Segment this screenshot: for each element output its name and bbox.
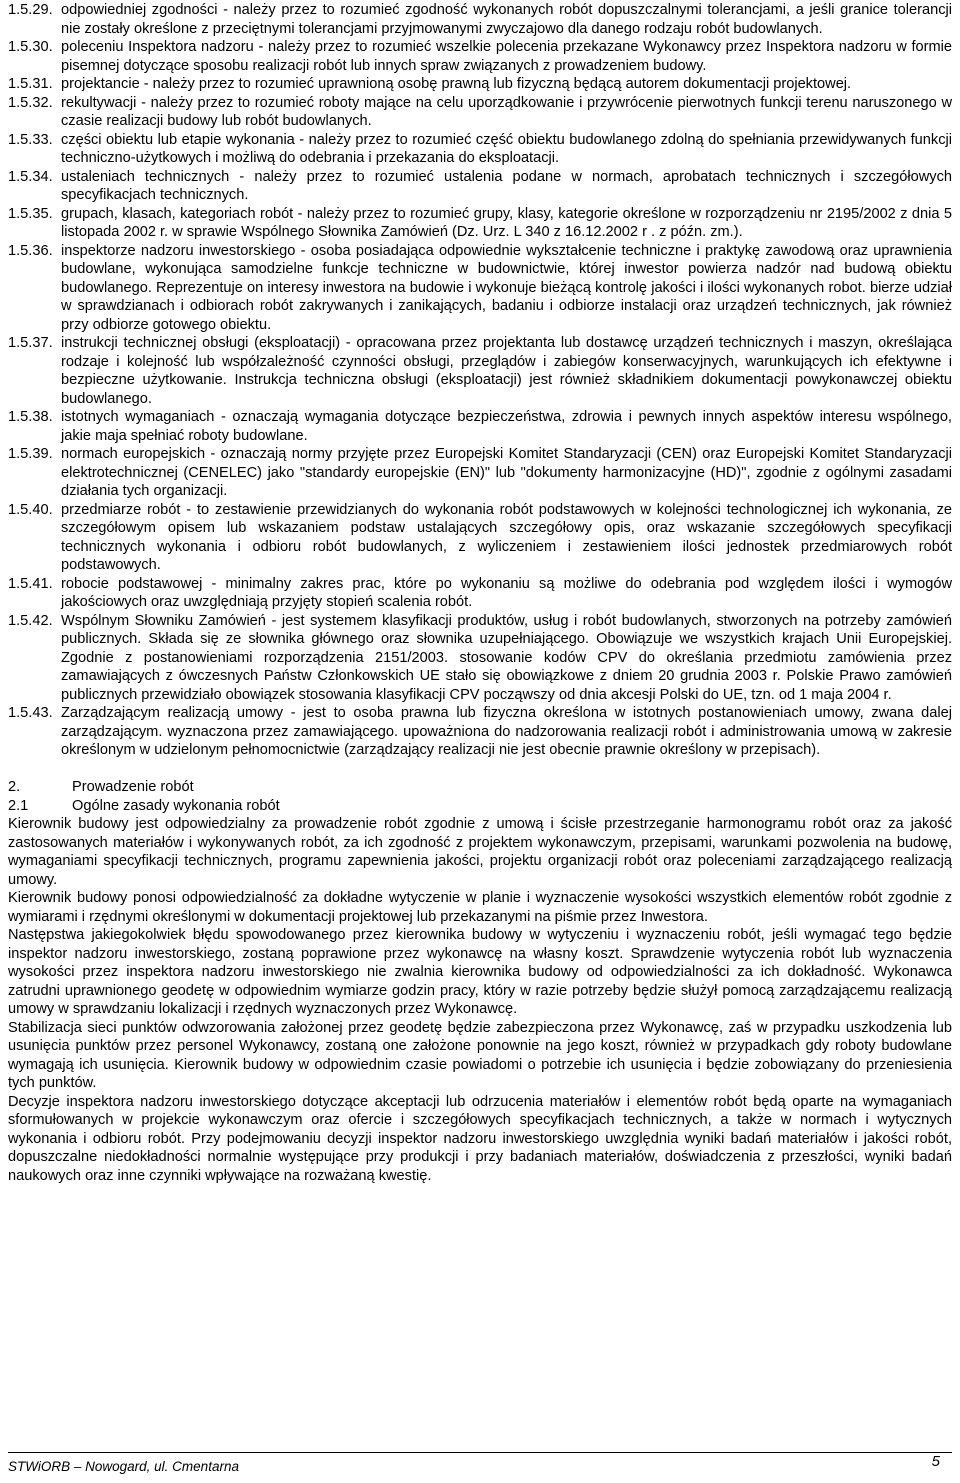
definition-number: 1.5.37.	[8, 335, 53, 351]
section-heading	[8, 778, 952, 797]
definition-item	[8, 612, 952, 705]
definition-number: 1.5.42.	[8, 612, 53, 629]
definition-number: 1.5.39.	[8, 446, 53, 462]
definition-text: przedmiarze robót - to zestawienie przewidzianych do wykonania robót podstawowych w kolejności technologicznej ich wykonania, ze szczegółowym opisem lub wskazaniem podstaw ustalających szczegółowy opis, oraz wskazanie szczegółowych specyfikacji technicznych wykonania i odbioru robót budowlanych, z wyliczeniem i zestawieniem ilości jednostek przedmiarowych robót podstawowych.	[61, 501, 952, 573]
definition-text: ustaleniach technicznych - należy przez to rozumieć ustalenia podane w normach, aprobatach technicznych i szczegółowych specyfikacjach technicznych.	[61, 168, 952, 203]
body-paragraph: Stabilizacja sieci punktów odwzorowania założonej przez geodetę będzie zabezpieczona przez Wykonawcę, zaś w przypadku uszkodzenia lub usunięcia punktów przez personel Wykonawcy, zostaną one założone ponownie na jego koszt, również w przypadkach gdy roboty budowlane wymagają ich usunięcia. Kierownik budowy w odpowiednim czasie powiadomi o potrzebie ich usunięcia i będzie zobowiązany do przeniesienia tych punktów.	[8, 1019, 952, 1091]
definition-number: 1.5.38.	[8, 409, 53, 425]
definition-number: 1.5.33.	[8, 131, 53, 148]
definition-item	[8, 501, 952, 575]
definition-number: 1.5.35.	[8, 205, 53, 222]
definition-item	[8, 408, 952, 445]
definition-text: istotnych wymaganiach - oznaczają wymagania dotyczące bezpieczeństwa, zdrowia i pewnych innych aspektów interesu wspólnego, jakie maja spełniać roboty budowlane.	[61, 409, 952, 444]
definition-text: projektancie - należy przez to rozumieć uprawnioną osobę prawną lub fizyczną będącą autorem dokumentacji projektowej.	[61, 76, 852, 92]
body-paragraph: Kierownik budowy jest odpowiedzialny za prowadzenie robót zgodnie z umową i ścisłe przestrzeganie harmonogramu robót oraz za jakość zastosowanych materiałów i wykonywanych robót, za ich zgodność z projektem wykonawczym, przepisami, warunkami pozwolenia na budowę, wymaganiami specyfikacji technicznych, programu zapewnienia jakości, projektu organizacji robót oraz poleceniami zarządzającego realizacją umowy.	[8, 816, 952, 888]
section-title: Prowadzenie robót	[72, 779, 194, 795]
definition-item	[8, 38, 952, 75]
definition-number: 1.5.34.	[8, 168, 53, 185]
definition-item	[8, 131, 952, 168]
definition-item	[8, 445, 952, 501]
definition-text: robocie podstawowej - minimalny zakres prac, które po wykonaniu są możliwe do odebrania pod względem ilości i wymogów jakościowych oraz uwzględniają przyjęty stopień scalenia robót.	[61, 575, 952, 610]
body-paragraph: Decyzje inspektora nadzoru inwestorskiego dotyczące akceptacji lub odrzucenia materiałów i elementów robót będą oparte na wymaganiach sformułowanych w projekcie wykonawczym oraz ofercie i szczegółowych specyfikacjach technicznych, a także w normach i wytycznych wykonania i odbioru robót. Przy podejmowaniu decyzji inspektor nadzoru inwestorskiego uwzględnia wyniki badań materiałów i jakości robót, dopuszczalne niedokładności normalnie występujące przy produkcji i przy badaniach materiałów, doświadczenia z przeszłości, wyniki badań naukowych oraz inne czynniki wpływające na rozważaną kwestię.	[8, 1093, 952, 1184]
definition-text: części obiektu lub etapie wykonania - należy przez to rozumieć część obiektu budowlanego zdolną do spełniania przewidywanych funkcji techniczno-użytkowych i możliwą do odebrania i przekazania do eksploatacji.	[61, 131, 952, 166]
definition-text: odpowiedniej zgodności - należy przez to rozumieć zgodność wykonanych robót dopuszczalnymi tolerancjami, a jeśli granice tolerancji nie zostały określone z przeciętnymi tolerancjami przyjmowanymi zwyczajowo dla danego rodzaju robót budowlanych.	[61, 2, 952, 37]
definition-item	[8, 205, 952, 242]
paragraphs	[8, 815, 952, 1185]
definition-item	[8, 75, 952, 94]
subsection-number: 2.1	[8, 797, 29, 814]
definition-item	[8, 575, 952, 612]
definition-text: Wspólnym Słowniku Zamówień - jest systemem klasyfikacji produktów, usług i robót budowlanych, stworzonych na potrzeby zamówień publicznych. Składa się ze słownika głównego oraz słownika uzupełniającego. Obowiązuje we wszystkich krajach Unii Europejskiej. Zgodnie z postanowieniami rozporządzenia 2151/2003. stosowanie kodów CPV do określania przedmiotu zamówienia przez zamawiających z ówczesnych Państw Członkowskich UE stało się obowiązkowe z dniem 20 grudnia 2003 r. Polskie Prawo zamówień publicznych przewidziało obowiązek stosowania klasyfikacji CPV począwszy od dnia akcesji Polski do UE, tzn. od 1 maja 2004 r.	[61, 612, 952, 703]
definition-number: 1.5.43.	[8, 705, 53, 721]
definition-number: 1.5.40.	[8, 501, 53, 518]
definition-text: rekultywacji - należy przez to rozumieć roboty mające na celu uporządkowanie i przywrócenie pierwotnych funkcji terenu naruszonego w czasie realizacji budowy lub robót budowlanych.	[61, 94, 952, 129]
definition-text: Zarządzającym realizacją umowy - jest to osoba prawna lub fizyczna określona w istotnych postanowieniach umowy, zwana dalej zarządzającym. wyznaczona przez zamawiającego. upoważniona do nadzorowania realizacji robót i administrowania umową w zakresie określonym w udzielonym pełnomocnictwie (zarządzający realizacji nie jest obecnie prawnie określony w przepisach).	[61, 705, 952, 758]
definition-number: 1.5.30.	[8, 39, 53, 55]
definitions-list	[8, 1, 952, 760]
subsection-title: Ogólne zasady wykonania robót	[72, 797, 280, 814]
section-number: 2.	[8, 779, 21, 795]
definition-number: 1.5.32.	[8, 94, 53, 111]
definition-number: 1.5.41.	[8, 575, 53, 592]
definition-text: poleceniu Inspektora nadzoru - należy przez to rozumieć wszelkie polecenia przekazane Wykonawcy przez Inspektora nadzoru w formie pisemnej dotyczące sposobu realizacji robót lub innych spraw związanych z prowadzeniem budowy.	[61, 39, 952, 74]
definition-item	[8, 704, 952, 760]
footer-text: STWiORB – Nowogard, ul. Cmentarna	[8, 1459, 239, 1474]
definition-text: instrukcji technicznej obsługi (eksploatacji) - opracowana przez projektanta lub dostawcę urządzeń technicznych i maszyn, określająca rodzaje i kolejność lub współzależność czynności obsługi, przeglądów i zabiegów konserwacyjnych, warunkujących ich efektywne i bezpieczne użytkowanie. Instrukcja techniczna obsługi (eksploatacji) jest również składnikiem dokumentacji powykonawczej obiektu budowlanego.	[61, 335, 952, 407]
definition-item	[8, 242, 952, 335]
definition-text: inspektorze nadzoru inwestorskiego - osoba posiadająca odpowiednie wykształcenie techniczne i praktykę zawodową oraz uprawnienia budowlane, wykonująca samodzielne funkcje techniczne w budownictwie, której inwestor powierza nadzór nad budową obiektu budowlanego. Reprezentuje on interesy inwestora na budowie i wykonuje bieżącą kontrolę jakości i ilości wykonanych robot. bierze udział w sprawdzianach i odbiorach robót zakrywanych i zanikających, badaniu i odbiorze instalacji oraz urządzeń technicznych, jak również przy odbiorze gotowego obiektu.	[61, 242, 952, 333]
subsection-heading	[8, 797, 952, 816]
page-number: 5	[931, 1453, 940, 1470]
definition-number: 1.5.31.	[8, 76, 53, 92]
definition-item	[8, 94, 952, 131]
document-content	[8, 1, 952, 1185]
body-paragraph: Kierownik budowy ponosi odpowiedzialność za dokładne wytyczenie w planie i wyznaczenie wysokości wszystkich elementów robót zgodnie z wymiarami i rzędnymi określonymi w dokumentacji projektowej lub przekazanymi na piśmie przez Inwestora.	[8, 890, 952, 925]
definition-number: 1.5.29.	[8, 2, 53, 18]
spacer	[8, 760, 952, 779]
definition-item	[8, 168, 952, 205]
definition-item	[8, 334, 952, 408]
definition-item	[8, 1, 952, 38]
page-footer	[8, 1452, 952, 1483]
definition-number: 1.5.36.	[8, 242, 53, 259]
definition-text: normach europejskich - oznaczają normy przyjęte przez Europejski Komitet Standaryzacji (CEN) oraz Europejski Komitet Standaryzacji elektrotechnicznej (CENELEC) jako "standardy europejskie (EN)" lub "dokumenty harmonizacyjne (HD)", zgodnie z ogólnymi zasadami działania tych organizacji.	[61, 446, 952, 499]
body-paragraph: Następstwa jakiegokolwiek błędu spowodowanego przez kierownika budowy w wytyczeniu i wyznaczeniu robót, jeśli wymagać tego będzie inspektor nadzoru inwestorskiego, zostaną poprawione przez wykonawcę na własny koszt. Sprawdzenie wytyczenia robót lub wyznaczenia wysokości przez inspektora nadzoru inwestorskiego nie zwalnia kierownika budowy od odpowiedzialności za ich dokładność. Wykonawca zatrudni uprawnionego geodetę w odpowiednim wymiarze godzin pracy, który w razie potrzeby będzie służył pomocą zarządzającemu realizacją umowy w sprawdzaniu lokalizacji i rzędnych wyznaczonych przez Wykonawcę.	[8, 927, 952, 1017]
definition-text: grupach, klasach, kategoriach robót - należy przez to rozumieć grupy, klasy, kategorie określone w rozporządzeniu nr 2195/2002 z dnia 5 listopada 2002 r. w sprawie Wspólnego Słownika Zamówień (Dz. Urz. L 340 z 16.12.2002 r . z późn. zm.).	[61, 205, 952, 240]
